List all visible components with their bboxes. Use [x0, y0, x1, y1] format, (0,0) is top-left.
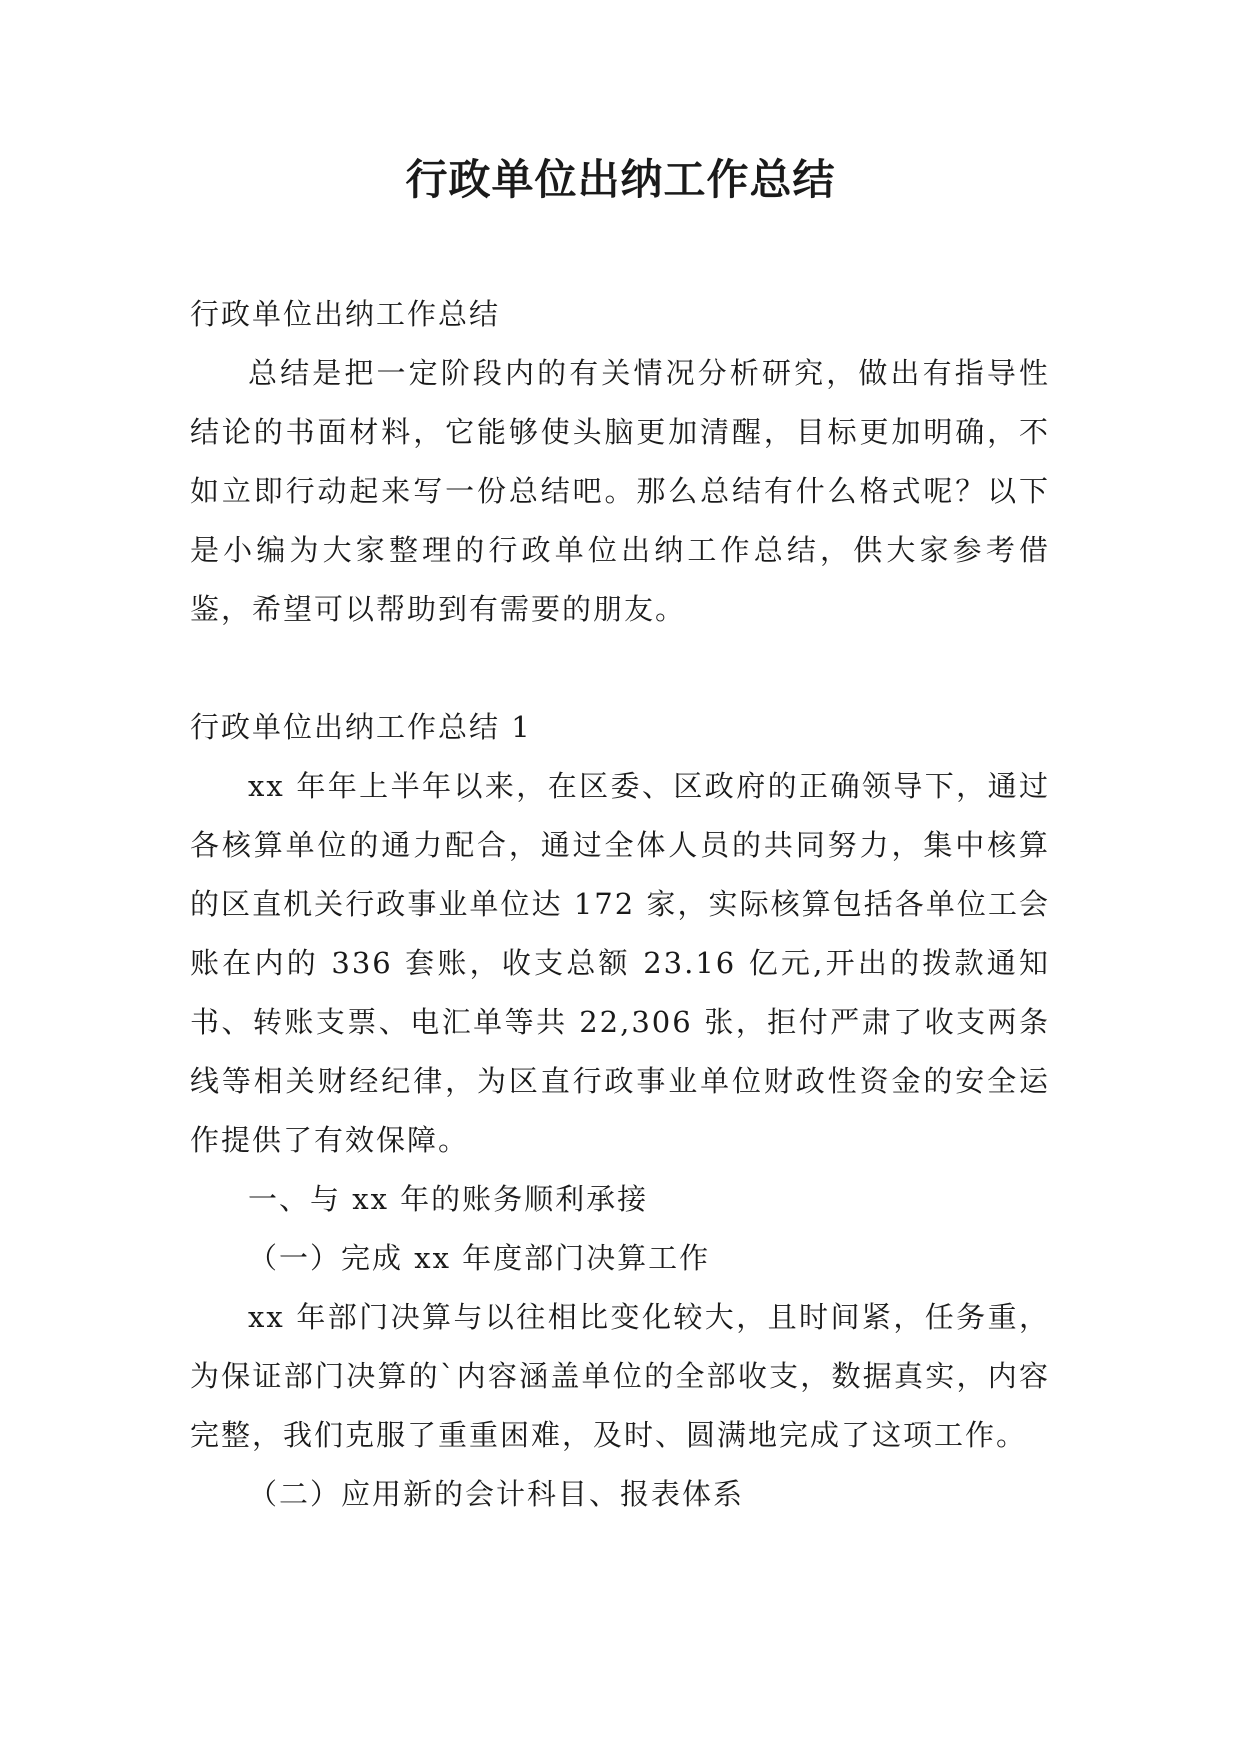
- paragraph-spacer: [190, 639, 1050, 698]
- document-title: 行政单位出纳工作总结: [405, 155, 836, 204]
- intro-paragraph: 总结是把一定阶段内的有关情况分析研究，做出有指导性结论的书面材料，它能够使头脑更加清醒，目标更加明确，不如立即行动起来写一份总结吧。那么总结有什么格式呢？以下是小编为大家整理的行政单位出纳工作总结，供大家参考借鉴，希望可以帮助到有需要的朋友。: [190, 356, 1050, 626]
- summary-paragraph: xx 年年上半年以来，在区委、区政府的正确领导下，通过各核算单位的通力配合，通过全体人员的共同努力，集中核算的区直机关行政事业单位达 172 家，实际核算包括各单位工会账在内的 336 套账，收支总额 23.16 亿元,开出的拨款通知书、转账支票、电汇单等共 22,306 张，拒付严肃了收支两条线等相关财经纪律，为区直行政事业单位财政性资金的安全运作提供了有效保障。: [190, 769, 1050, 1157]
- subsection-heading-1-1: （一）完成 xx 年度部门决算工作: [248, 1241, 711, 1275]
- subsection-heading-1-2: （二）应用新的会计科目、报表体系: [248, 1477, 745, 1511]
- subsection-heading-1: 一、与 xx 年的账务顺利承接: [248, 1182, 649, 1216]
- section-heading-intro: 行政单位出纳工作总结: [190, 297, 501, 331]
- document-body: [190, 285, 1050, 1524]
- section-heading-1: 行政单位出纳工作总结 1: [190, 710, 532, 744]
- final-accounts-paragraph: xx 年部门决算与以往相比变化较大，且时间紧，任务重，为保证部门决算的`内容涵盖单位的全部收支，数据真实，内容完整，我们克服了重重困难，及时、圆满地完成了这项工作。: [190, 1300, 1050, 1452]
